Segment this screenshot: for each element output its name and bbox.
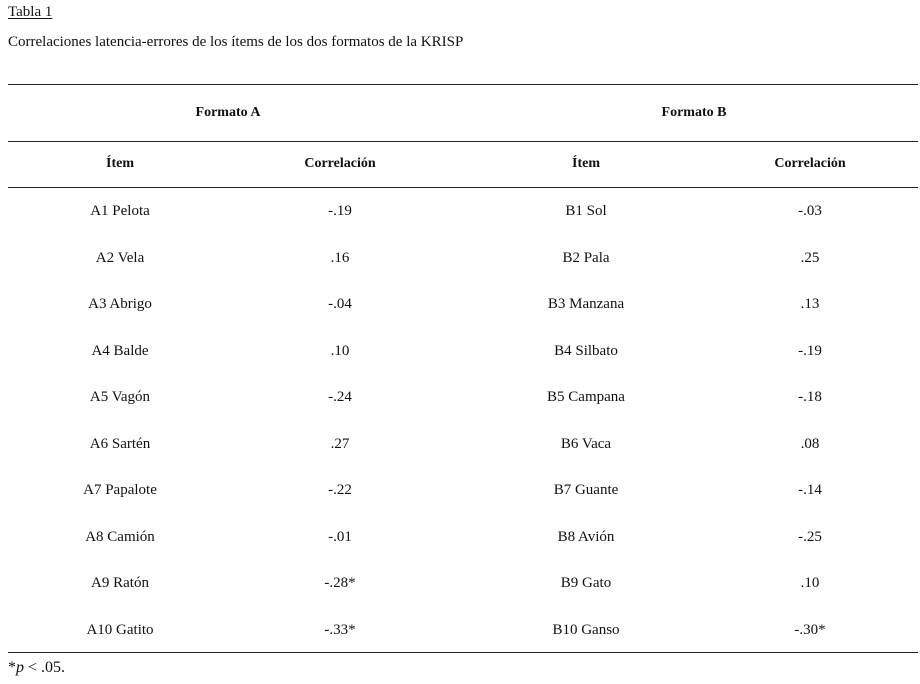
cell-item-b: B9 Gato (560, 575, 612, 591)
cell-item-b: B7 Guante (553, 482, 619, 498)
group-header-rule (8, 141, 918, 142)
cell-correlation-b: -.19 (798, 343, 822, 359)
cell-item-a: A5 Vagón (89, 389, 151, 405)
cell-item-a: A7 Papalote (83, 482, 157, 498)
cell-correlation-a: .10 (330, 343, 350, 359)
cell-item-a: A6 Sartén (89, 436, 151, 452)
cell-item-b: B4 Silbato (554, 343, 618, 359)
group-header-formato-a: Formato A (195, 105, 261, 120)
table-footnote (8, 659, 65, 677)
footnote-text: < .05. (24, 659, 66, 676)
cell-correlation-a: -.33* (324, 622, 356, 638)
cell-item-b: B6 Vaca (560, 436, 612, 452)
footnote-p: p (16, 659, 24, 676)
cell-correlation-a: -.24 (328, 389, 352, 405)
cell-correlation-a: .16 (330, 250, 350, 266)
cell-correlation-a: .27 (330, 436, 350, 452)
column-header-rule (8, 187, 918, 188)
cell-item-b: B10 Ganso (552, 622, 620, 638)
footnote-star: * (8, 659, 16, 676)
cell-item-b: B1 Sol (565, 203, 607, 219)
cell-correlation-b: -.25 (798, 529, 822, 545)
column-header-correlation-a: Correlación (304, 156, 376, 171)
cell-correlation-b: .25 (800, 250, 820, 266)
cell-item-a: A2 Vela (95, 250, 145, 266)
cell-correlation-b: -.14 (798, 482, 822, 498)
group-header-formato-b: Formato B (661, 105, 727, 120)
table-caption-label: Tabla 1 (8, 4, 53, 20)
cell-item-b: B8 Avión (557, 529, 615, 545)
cell-item-a: A3 Abrigo (88, 296, 152, 312)
cell-item-b: B5 Campana (547, 389, 625, 405)
cell-correlation-a: -.19 (328, 203, 352, 219)
cell-item-a: A4 Balde (91, 343, 149, 359)
cell-correlation-b: .08 (800, 436, 820, 452)
column-header-item-b: Ítem (572, 156, 600, 171)
cell-item-b: B3 Manzana (547, 296, 625, 312)
cell-correlation-a: -.01 (328, 529, 352, 545)
cell-correlation-b: .13 (800, 296, 820, 312)
cell-item-a: A10 Gatito (86, 622, 154, 638)
table-caption-title: Correlaciones latencia-errores de los ítems de los dos formatos de la KRISP (8, 34, 464, 50)
cell-item-a: A8 Camión (85, 529, 155, 545)
cell-item-a: A9 Ratón (91, 575, 149, 591)
cell-item-a: A1 Pelota (90, 203, 150, 219)
table-top-rule (8, 84, 918, 85)
table-bottom-rule (8, 652, 918, 653)
cell-item-b: B2 Pala (562, 250, 610, 266)
cell-correlation-a: -.22 (328, 482, 352, 498)
column-header-correlation-b: Correlación (774, 156, 846, 171)
cell-correlation-b: -.30* (794, 622, 826, 638)
column-header-item-a: Ítem (106, 156, 134, 171)
cell-correlation-b: -.03 (798, 203, 822, 219)
cell-correlation-b: -.18 (798, 389, 822, 405)
cell-correlation-b: .10 (800, 575, 820, 591)
cell-correlation-a: -.04 (328, 296, 352, 312)
cell-correlation-a: -.28* (324, 575, 356, 591)
